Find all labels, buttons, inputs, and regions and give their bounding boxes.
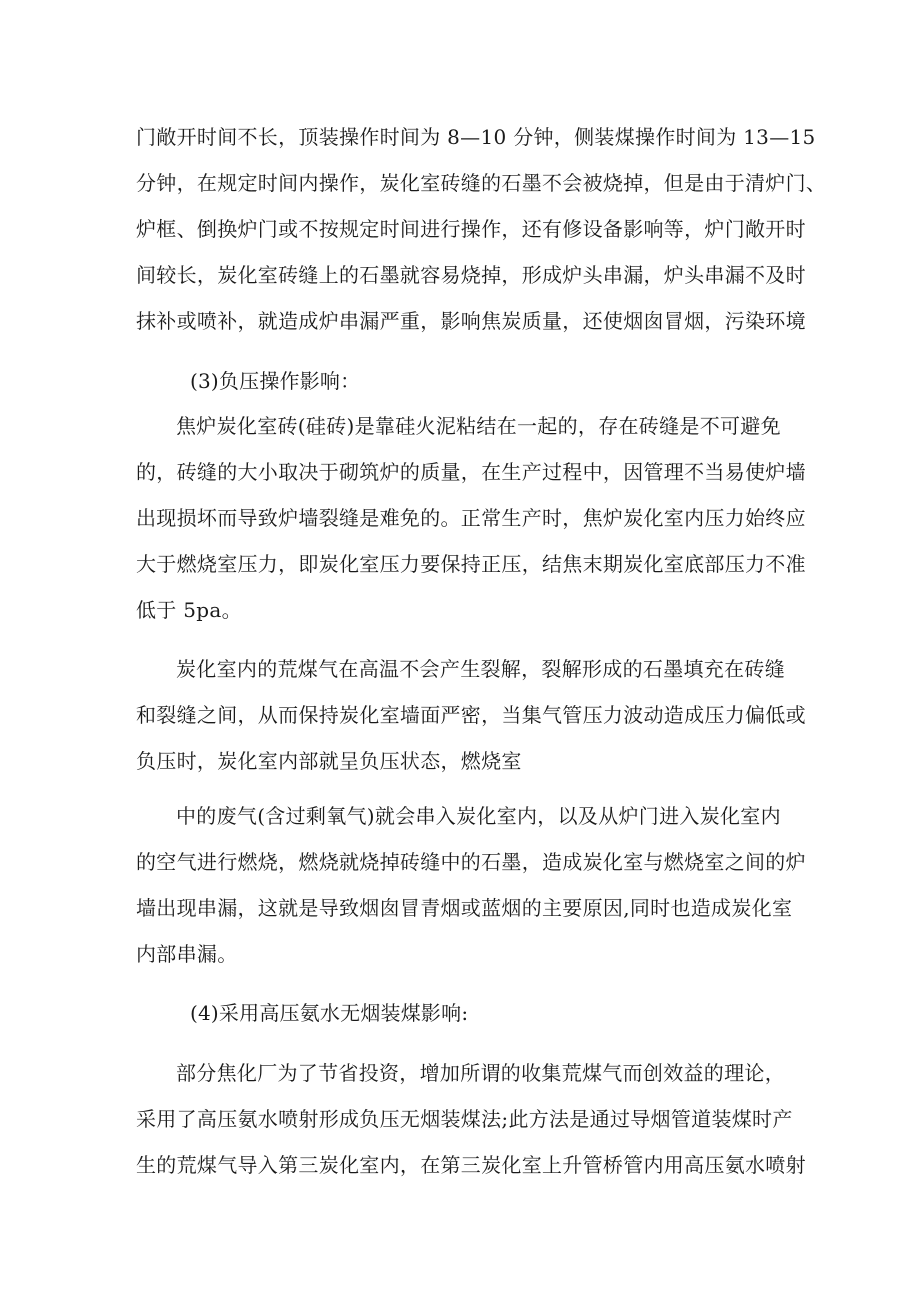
body-text-line: 生的荒煤气导入第三炭化室内，在第三炭化室上升管桥管内用高压氨水喷射 (136, 1153, 806, 1177)
body-text-line: 部分焦化厂为了节省投资，增加所谓的收集荒煤气而创效益的理论， (176, 1061, 785, 1085)
section-heading: (3)负压操作影响： (190, 369, 361, 393)
body-text-line: 间较长，炭化室砖缝上的石墨就容易烧掉，形成炉头串漏，炉头串漏不及时 (136, 263, 806, 287)
body-text-line: 门敞开时间不长，顶装操作时间为 8—10 分钟，侧装煤操作时间为 13—15 (136, 125, 816, 149)
body-text-line: 炉框、倒换炉门或不按规定时间进行操作，还有修设备影响等，炉门敞开时 (136, 217, 806, 241)
body-text-line: 墙出现串漏，这就是导致烟囱冒青烟或蓝烟的主要原因,同时也造成炭化室 (136, 896, 793, 920)
body-text-line: 的，砖缝的大小取决于砌筑炉的质量，在生产过程中，因管理不当易使炉墙 (136, 460, 806, 484)
body-text-line: 采用了高压氨水喷射形成负压无烟装煤法;此方法是通过导烟管道装煤时产 (136, 1107, 793, 1131)
body-text-line: 出现损坏而导致炉墙裂缝是难免的。正常生产时，焦炉炭化室内压力始终应 (136, 506, 806, 530)
body-text-line: 分钟，在规定时间内操作，炭化室砖缝的石墨不会被烧掉，但是由于清炉门、 (136, 171, 827, 195)
body-text-line: 中的废气(含过剩氧气)就会串入炭化室内，以及从炉门进入炭化室内 (176, 804, 781, 828)
body-text-line: 和裂缝之间，从而保持炭化室墙面严密，当集气管压力波动造成压力偏低或 (136, 703, 806, 727)
body-text-line: 负压时，炭化室内部就呈负压状态，燃烧室 (136, 749, 522, 773)
body-text-line: 焦炉炭化室砖(硅砖)是靠硅火泥粘结在一起的，存在砖缝是不可避免 (176, 414, 781, 438)
body-text-line: 低于 5pa。 (136, 598, 242, 622)
body-text-line: 抹补或喷补，就造成炉串漏严重，影响焦炭质量，还使烟囱冒烟，污染环境 (136, 309, 806, 333)
body-text-line: 的空气进行燃烧，燃烧就烧掉砖缝中的石墨，造成炭化室与燃烧室之间的炉 (136, 850, 806, 874)
body-text-line: 内部串漏。 (136, 942, 238, 966)
body-text-line: 大于燃烧室压力，即炭化室压力要保持正压，结焦末期炭化室底部压力不准 (136, 552, 806, 576)
section-heading: (4)采用高压氨水无烟装煤影响: (190, 1001, 469, 1025)
body-text-line: 炭化室内的荒煤气在高温不会产生裂解，裂解形成的石墨填充在砖缝 (176, 657, 785, 681)
